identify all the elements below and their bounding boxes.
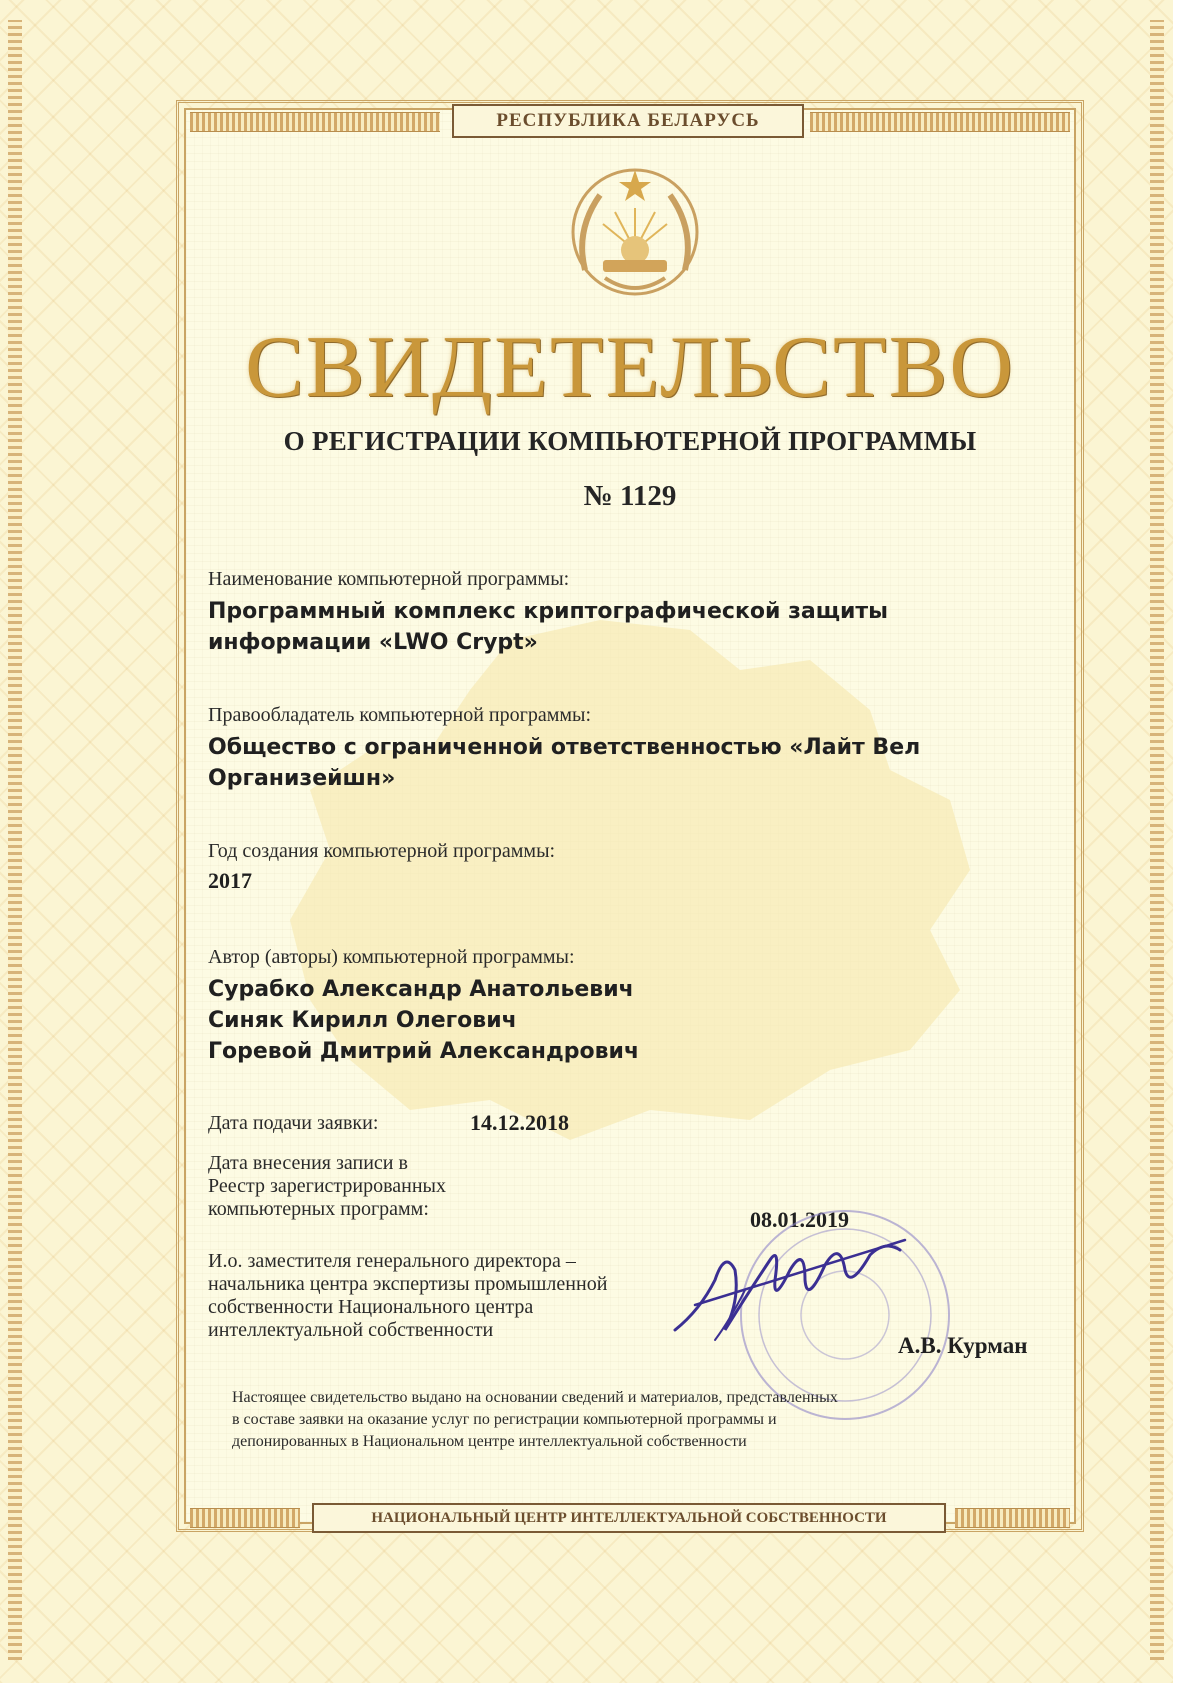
filing-date-value: 14.12.2018 [470, 1110, 569, 1135]
right-ornament-border [1150, 20, 1164, 1660]
belarus-state-emblem-icon [555, 160, 715, 310]
certificate-number: № 1129 [583, 480, 677, 512]
owner-label: Правообладатель компьютерной программы: [208, 704, 592, 726]
top-right-ornament-strip [810, 112, 1070, 132]
authors-label: Автор (авторы) компьютерной программы: [208, 946, 575, 968]
owner-line: Организейшн» [208, 766, 396, 791]
top-left-ornament-strip [190, 112, 440, 132]
author-name: Синяк Кирилл Олегович [208, 1008, 517, 1033]
note-line: депонированных в Национальном центре интеллектуальной собственности [232, 1433, 747, 1450]
author-name: Сурабко Александр Анатольевич [208, 977, 634, 1002]
program-name-line: Программный комплекс криптографической защиты [208, 599, 889, 624]
signatory-name: А.В. Курман [898, 1333, 1028, 1358]
left-ornament-border [8, 20, 22, 1660]
belarus-map-watermark [270, 600, 990, 1160]
filing-date-label: Дата подачи заявки: [208, 1112, 379, 1134]
program-name-label: Наименование компьютерной программы: [208, 568, 570, 590]
signatory-position-line: начальника центра экспертизы промышленной [208, 1273, 608, 1295]
owner-line: Общество с ограниченной ответственностью «Лайт Вел [208, 735, 921, 760]
signatory-position-line: собственности Национального центра [208, 1296, 534, 1318]
bottom-right-ornament-strip [955, 1508, 1070, 1528]
signatory-position [208, 1250, 607, 1342]
issuer-banner: НАЦИОНАЛЬНЫЙ ЦЕНТР ИНТЕЛЛЕКТУАЛЬНОЙ СОБСТВЕННОСТИ [312, 1503, 946, 1533]
year-label: Год создания компьютерной программы: [208, 840, 556, 862]
program-name-line: информации «LWO Crypt» [208, 630, 538, 655]
note-line: в составе заявки на оказание услуг по регистрации компьютерной программы и [232, 1411, 777, 1428]
certificate-subtitle: О РЕГИСТРАЦИИ КОМПЬЮТЕРНОЙ ПРОГРАММЫ [283, 426, 977, 456]
authors-list [208, 974, 639, 1067]
certificate-title: СВИДЕТЕЛЬСТВО [245, 319, 1015, 416]
registry-date-value: 08.01.2019 [750, 1207, 849, 1232]
year-value: 2017 [208, 868, 252, 893]
author-name: Горевой Дмитрий Александрович [208, 1039, 640, 1064]
owner-value [208, 732, 920, 794]
registry-label-line: компьютерных программ: [208, 1198, 429, 1220]
country-banner: РЕСПУБЛИКА БЕЛАРУСЬ [452, 104, 804, 138]
certificate-note [232, 1387, 982, 1453]
signatory-position-line: И.о. заместителя генерального директора – [208, 1250, 576, 1272]
registry-label-line: Реестр зарегистрированных [208, 1175, 446, 1197]
registry-label-line: Дата внесения записи в [208, 1152, 408, 1174]
signatory-position-line: интеллектуальной собственности [208, 1319, 494, 1341]
registry-date-label [208, 1152, 446, 1221]
note-line: Настоящее свидетельство выдано на основании сведений и материалов, представленных [232, 1389, 838, 1406]
handwritten-signature [655, 1210, 925, 1360]
bottom-left-ornament-strip [190, 1508, 300, 1528]
program-name-value [208, 596, 888, 658]
